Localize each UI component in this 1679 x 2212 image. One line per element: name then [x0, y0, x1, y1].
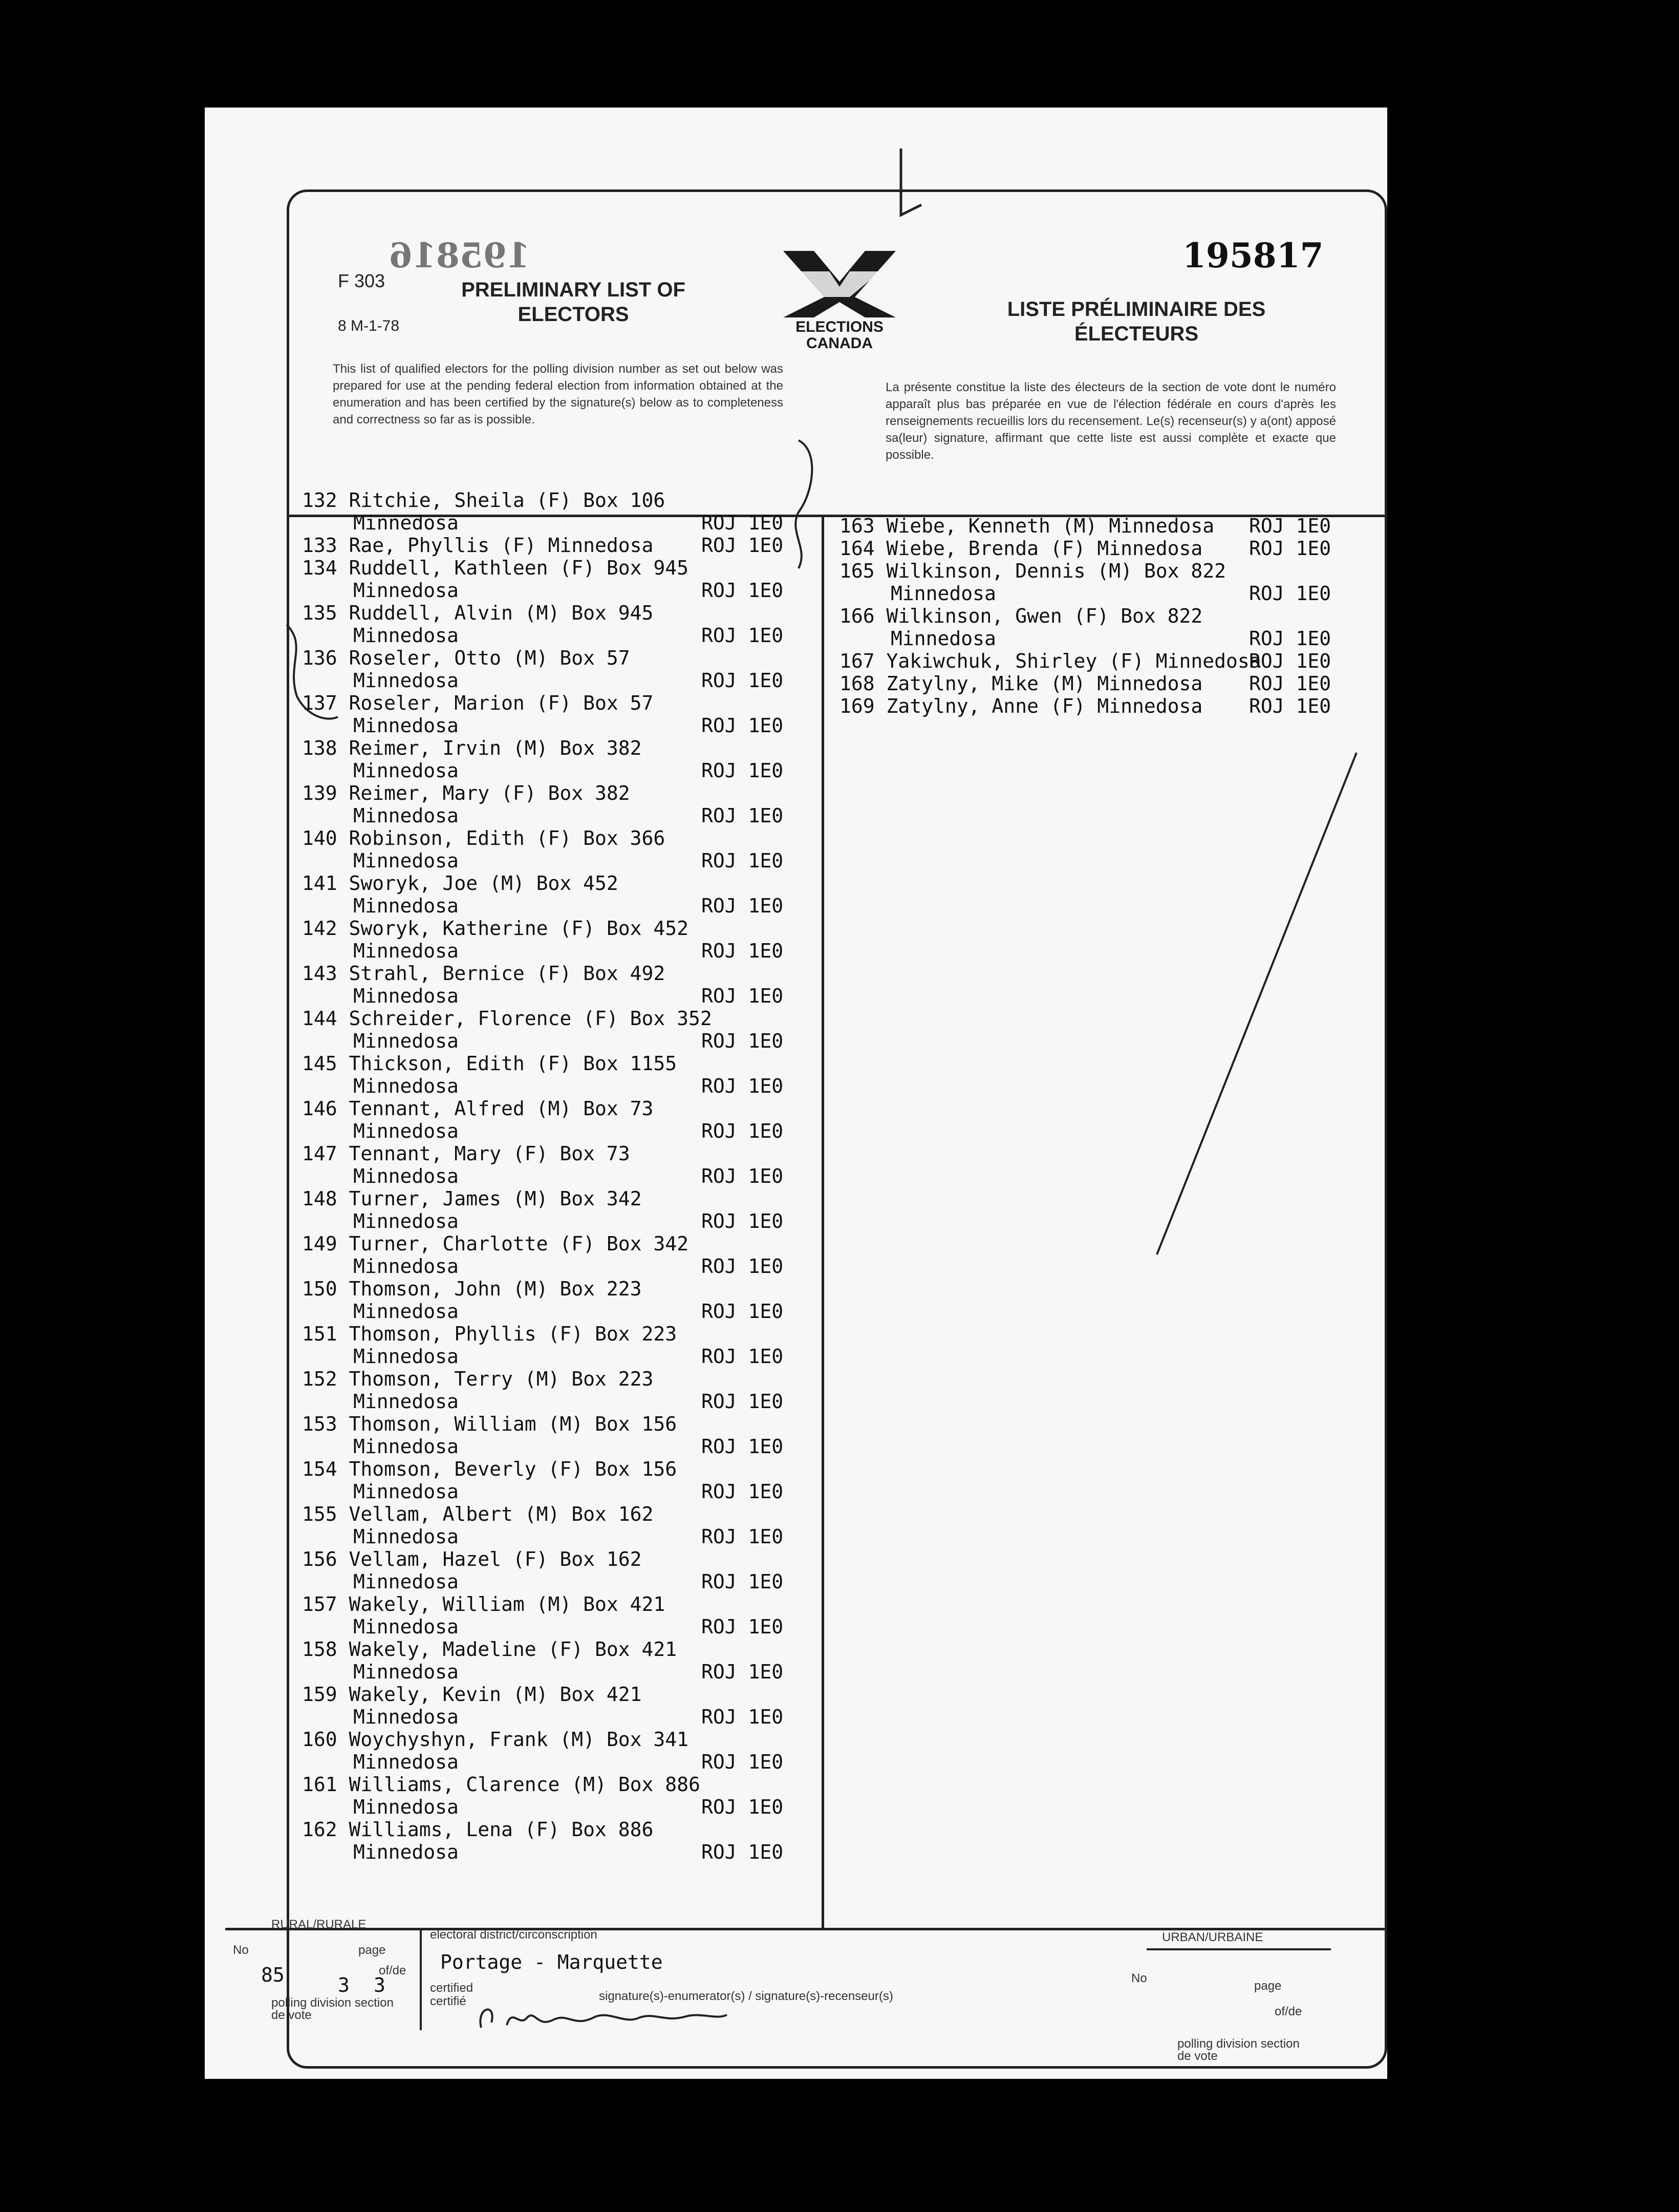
elector-name [302, 1097, 653, 1120]
elector-town: Minnedosa [353, 714, 459, 737]
elector-postal-code: ROJ 1E0 [701, 1796, 784, 1818]
elector-name [302, 1638, 677, 1661]
elector-number: 143 [302, 962, 337, 985]
elector-number: 157 [302, 1593, 337, 1615]
elector-name [302, 872, 618, 895]
elector-number: 167 [839, 650, 875, 672]
elector-postal-code: ROJ 1E0 [701, 534, 784, 557]
elector-entry [302, 1323, 814, 1368]
urban-label: URBAN/URBAINE [1162, 1930, 1263, 1944]
elector-number: 169 [839, 695, 875, 717]
elector-town: Minnedosa [353, 1615, 459, 1638]
elector-name [302, 1413, 677, 1435]
elector-town: Minnedosa [353, 1525, 459, 1548]
elector-name [302, 489, 665, 512]
intro-french: La présente constitue la liste des électeurs de la section de vote dont le numéro apparaît plus bas préparée en vue de l'élection fédérale en cours d'après les renseignements recueillis lors du recensement. Le(s) recenseur(s) y a(ont) apposé sa(leur) signature, affirmant que cette liste est aussi complète et exacte que possible. [886, 380, 1336, 462]
elector-entry [302, 1278, 814, 1323]
logo-text-canada: CANADA [806, 335, 873, 352]
elector-name [839, 605, 1202, 627]
elector-postal-code: ROJ 1E0 [701, 1165, 784, 1187]
elector-entry [839, 672, 1382, 695]
elector-name-text: Reimer, Mary (F) Box 382 [349, 782, 630, 804]
elector-postal-code: ROJ 1E0 [701, 1255, 784, 1278]
polling-division-label: polling division section de vote [271, 1996, 394, 2022]
elector-entry [302, 737, 814, 782]
elector-postal-code: ROJ 1E0 [1249, 515, 1331, 537]
elector-number: 158 [302, 1638, 337, 1661]
elector-name-text: Tennant, Mary (F) Box 73 [349, 1142, 630, 1165]
elector-name [302, 917, 688, 940]
elector-name-text: Wakely, William (M) Box 421 [349, 1593, 665, 1615]
electoral-district: Portage - Marquette [440, 1951, 663, 1973]
elector-name-text: Thomson, Phyllis (F) Box 223 [349, 1323, 677, 1345]
elector-postal-code: ROJ 1E0 [1249, 695, 1331, 717]
elector-entry [302, 1683, 814, 1728]
elector-name [302, 647, 630, 669]
elector-name [302, 1323, 677, 1345]
elector-name [302, 1548, 641, 1570]
elector-postal-code: ROJ 1E0 [701, 669, 784, 692]
logo-text-elections: ELECTIONS [795, 318, 884, 335]
elector-name [302, 737, 641, 759]
elector-name-text: Thickson, Edith (F) Box 1155 [349, 1052, 677, 1075]
page-label: page [358, 1943, 386, 1957]
rural-label: RURAL/RURALE [271, 1918, 367, 1931]
form-date: 8 M-1-78 [338, 317, 400, 334]
elector-entry [302, 557, 814, 602]
elector-town: Minnedosa [891, 582, 996, 605]
elector-postal-code: ROJ 1E0 [701, 714, 784, 737]
elector-entry [302, 1413, 814, 1458]
elector-postal-code: ROJ 1E0 [701, 940, 784, 962]
elector-town: Minnedosa [891, 627, 996, 650]
district-label: electoral district/circonscription [430, 1928, 597, 1942]
elector-town: Minnedosa [353, 1255, 459, 1278]
elector-number: 133 [302, 534, 337, 557]
elector-name [302, 1278, 641, 1300]
elector-number: 142 [302, 917, 337, 940]
elector-town: Minnedosa [353, 1120, 459, 1142]
elector-name-text: Thomson, Terry (M) Box 223 [349, 1368, 654, 1390]
elector-name [302, 1683, 641, 1706]
elector-postal-code: ROJ 1E0 [701, 759, 784, 782]
elector-town: Minnedosa [353, 1030, 459, 1052]
elector-entry [302, 1638, 814, 1683]
elector-town: Minnedosa [353, 1435, 459, 1458]
elector-postal-code: ROJ 1E0 [701, 579, 784, 602]
elector-name [302, 557, 688, 579]
elector-postal-code: ROJ 1E0 [701, 624, 784, 647]
elector-number: 149 [302, 1232, 337, 1255]
elector-entry [302, 1818, 814, 1863]
elector-town: Minnedosa [353, 895, 459, 917]
elector-town: Minnedosa [353, 1300, 459, 1323]
elector-entry [302, 1458, 814, 1503]
elector-name-text: Ruddell, Alvin (M) Box 945 [349, 602, 654, 624]
elector-number: 132 [302, 489, 337, 512]
elector-postal-code: ROJ 1E0 [701, 1435, 784, 1458]
elector-postal-code: ROJ 1E0 [701, 849, 784, 872]
elector-name-text: Ritchie, Sheila (F) Box 106 [349, 489, 665, 512]
elector-number: 164 [839, 537, 875, 560]
elector-name [302, 602, 653, 624]
elector-list-left [302, 489, 814, 1863]
elector-number: 168 [839, 672, 875, 695]
title-french: LISTE PRÉLIMINAIRE DES ÉLECTEURS [1007, 298, 1266, 345]
elector-name-text: Robinson, Edith (F) Box 366 [349, 827, 665, 849]
elector-name-text: Wilkinson, Gwen (F) Box 822 [886, 605, 1203, 627]
elector-name-text: Yakiwchuk, Shirley (F) Minnedosa [886, 650, 1261, 672]
elector-name-text: Thomson, Beverly (F) Box 156 [349, 1458, 677, 1480]
elector-town: Minnedosa [353, 1075, 459, 1097]
elector-number: 161 [302, 1773, 337, 1796]
elector-name [302, 1052, 677, 1075]
elector-number: 165 [839, 560, 875, 582]
elector-name [302, 827, 665, 849]
elector-number: 150 [302, 1278, 337, 1300]
page-of: 3 [374, 1974, 385, 1996]
elector-number: 134 [302, 557, 337, 579]
elector-town: Minnedosa [353, 804, 459, 827]
elector-entry [302, 692, 814, 737]
elector-name-text: Schreider, Florence (F) Box 352 [349, 1007, 712, 1030]
elector-postal-code: ROJ 1E0 [701, 1480, 784, 1503]
certified-label: certified certifié [430, 1981, 473, 2008]
elector-entry [302, 1052, 814, 1097]
urban-page-label: page [1254, 1979, 1282, 1993]
elector-name-text: Wakely, Madeline (F) Box 421 [349, 1638, 677, 1661]
elector-name [302, 1503, 653, 1525]
serial-number-ghost: 195816 [389, 236, 530, 275]
elector-name-text: Rae, Phyllis (F) Minnedosa [349, 534, 654, 557]
elector-town: Minnedosa [353, 1480, 459, 1503]
footer-vertical-divider [420, 1928, 422, 2030]
elector-name [302, 1007, 712, 1030]
elector-name [839, 560, 1226, 582]
elector-postal-code: ROJ 1E0 [701, 512, 784, 534]
elector-postal-code: ROJ 1E0 [701, 1706, 784, 1728]
elector-postal-code: ROJ 1E0 [701, 985, 784, 1007]
elector-name-text: Reimer, Irvin (M) Box 382 [349, 737, 642, 759]
urban-no-label: No [1131, 1971, 1147, 1985]
elector-name-text: Vellam, Albert (M) Box 162 [349, 1503, 654, 1525]
elector-name [302, 1187, 641, 1210]
elector-name [302, 962, 665, 985]
elector-entry [302, 1142, 814, 1187]
elector-entry [839, 650, 1382, 672]
elector-name-text: Thomson, John (M) Box 223 [349, 1278, 642, 1300]
elector-name-text: Roseler, Marion (F) Box 57 [349, 692, 654, 714]
elector-town: Minnedosa [353, 1661, 459, 1683]
elector-postal-code: ROJ 1E0 [701, 1345, 784, 1368]
elector-entry [302, 602, 814, 647]
elector-name-text: Zatylny, Mike (M) Minnedosa [886, 672, 1203, 695]
elector-name-text: Wilkinson, Dennis (M) Box 822 [886, 560, 1226, 582]
column-divider [822, 515, 824, 1928]
elector-number: 146 [302, 1097, 337, 1120]
elector-postal-code: ROJ 1E0 [1249, 650, 1331, 672]
elector-name-text: Strahl, Bernice (F) Box 492 [349, 962, 665, 985]
elector-name [839, 650, 1261, 672]
of-label: of/de [379, 1964, 406, 1977]
elector-entry [302, 782, 814, 827]
elector-postal-code: ROJ 1E0 [701, 1751, 784, 1773]
title-english: PRELIMINARY LIST OF ELECTORS [461, 279, 685, 326]
elector-name-text: Roseler, Otto (M) Box 57 [349, 647, 630, 669]
elector-postal-code: ROJ 1E0 [701, 1841, 784, 1863]
elector-number: 136 [302, 647, 337, 669]
elector-entry [302, 1187, 814, 1232]
elector-town: Minnedosa [353, 1796, 459, 1818]
elector-name-text: Williams, Lena (F) Box 886 [349, 1818, 654, 1841]
elector-number: 153 [302, 1413, 337, 1435]
elector-number: 147 [302, 1142, 337, 1165]
elector-postal-code: ROJ 1E0 [1249, 537, 1331, 560]
elector-postal-code: ROJ 1E0 [701, 1030, 784, 1052]
elector-town: Minnedosa [353, 512, 459, 534]
elector-postal-code: ROJ 1E0 [701, 1075, 784, 1097]
elector-name [302, 1368, 653, 1390]
elector-postal-code: ROJ 1E0 [701, 895, 784, 917]
elections-canada-logo-icon [768, 241, 911, 353]
no-label: No [233, 1943, 249, 1957]
poll-number: 85 [261, 1964, 285, 1986]
elector-name-text: Sworyk, Joe (M) Box 452 [349, 872, 618, 895]
elector-town: Minnedosa [353, 1706, 459, 1728]
elector-number: 155 [302, 1503, 337, 1525]
elector-number: 163 [839, 515, 875, 537]
elector-town: Minnedosa [353, 1841, 459, 1863]
elector-entry [302, 1773, 814, 1818]
intro-english: This list of qualified electors for the polling division number as set out below was prepared for use at the pending federal election from information obtained at the enumeration and has been certified by the signature(s) below as to completeness and correctness so far as is possible. [333, 362, 783, 427]
elector-list-right [839, 515, 1382, 717]
elector-town: Minnedosa [353, 1390, 459, 1413]
elector-name [302, 534, 653, 557]
elector-postal-code: ROJ 1E0 [701, 1661, 784, 1683]
elector-number: 140 [302, 827, 337, 849]
elector-postal-code: ROJ 1E0 [1249, 582, 1331, 605]
serial-number: 195817 [1182, 236, 1324, 275]
elector-entry [302, 1007, 814, 1052]
elector-name [302, 1773, 700, 1796]
elector-name [839, 695, 1202, 717]
elector-name-text: Woychyshyn, Frank (M) Box 341 [349, 1728, 688, 1751]
elector-number: 135 [302, 602, 337, 624]
elector-name [302, 692, 653, 714]
elector-entry [302, 1593, 814, 1638]
elector-number: 144 [302, 1007, 337, 1030]
elector-name [302, 1593, 665, 1615]
elector-town: Minnedosa [353, 985, 459, 1007]
elector-entry [839, 537, 1382, 560]
elector-entry [302, 872, 814, 917]
elector-name [839, 515, 1214, 537]
elector-town: Minnedosa [353, 849, 459, 872]
signature-label: signature(s)-enumerator(s) / signature(s)-recenseur(s) [599, 1989, 893, 2003]
elector-name-text: Wakely, Kevin (M) Box 421 [349, 1683, 642, 1706]
elector-number: 139 [302, 782, 337, 804]
elector-postal-code: ROJ 1E0 [701, 1570, 784, 1593]
urban-polling-division-label: polling division section de vote [1177, 2037, 1300, 2063]
elector-name-text: Vellam, Hazel (F) Box 162 [349, 1548, 642, 1570]
elector-town: Minnedosa [353, 669, 459, 692]
elector-name-text: Ruddell, Kathleen (F) Box 945 [349, 557, 688, 579]
elector-name [839, 672, 1202, 695]
elector-town: Minnedosa [353, 1570, 459, 1593]
elector-name-text: Wiebe, Brenda (F) Minnedosa [886, 537, 1203, 560]
elector-entry [302, 1368, 814, 1413]
elector-number: 160 [302, 1728, 337, 1751]
elector-entry [302, 1232, 814, 1278]
page-number: 3 [338, 1974, 350, 1996]
elector-entry [302, 962, 814, 1007]
form-number: F 303 [338, 270, 385, 291]
elector-name-text: Zatylny, Anne (F) Minnedosa [886, 695, 1203, 717]
elector-entry [839, 695, 1382, 717]
elector-name-text: Thomson, William (M) Box 156 [349, 1413, 677, 1435]
elector-name [302, 1142, 630, 1165]
elector-name-text: Sworyk, Katherine (F) Box 452 [349, 917, 688, 940]
elector-entry [839, 560, 1382, 605]
elector-number: 166 [839, 605, 875, 627]
elector-entry [302, 827, 814, 872]
elector-name [302, 1458, 677, 1480]
elector-name [302, 782, 630, 804]
elector-entry [839, 605, 1382, 650]
urban-divider [1147, 1948, 1331, 1950]
elector-name [302, 1232, 688, 1255]
elector-number: 151 [302, 1323, 337, 1345]
elector-entry [302, 1503, 814, 1548]
elector-postal-code: ROJ 1E0 [701, 1390, 784, 1413]
elector-name-text: Wiebe, Kenneth (M) Minnedosa [886, 515, 1215, 537]
elector-postal-code: ROJ 1E0 [1249, 627, 1331, 650]
elector-name-text: Williams, Clarence (M) Box 886 [349, 1773, 700, 1796]
elector-town: Minnedosa [353, 1345, 459, 1368]
elector-entry [302, 917, 814, 962]
elector-postal-code: ROJ 1E0 [701, 804, 784, 827]
elector-town: Minnedosa [353, 579, 459, 602]
elector-entry [302, 534, 814, 557]
elector-postal-code: ROJ 1E0 [701, 1120, 784, 1142]
elector-number: 152 [302, 1368, 337, 1390]
elector-postal-code: ROJ 1E0 [701, 1615, 784, 1638]
elector-entry [839, 515, 1382, 537]
elector-entry [302, 647, 814, 692]
elector-number: 156 [302, 1548, 337, 1570]
elector-name [302, 1818, 653, 1841]
elector-town: Minnedosa [353, 940, 459, 962]
enumerator-signature-icon [471, 1997, 737, 2038]
elector-town: Minnedosa [353, 1210, 459, 1232]
elector-number: 137 [302, 692, 337, 714]
elector-number: 138 [302, 737, 337, 759]
elector-number: 162 [302, 1818, 337, 1841]
elector-name-text: Turner, Charlotte (F) Box 342 [349, 1232, 688, 1255]
elector-town: Minnedosa [353, 624, 459, 647]
elector-name-text: Turner, James (M) Box 342 [349, 1187, 642, 1210]
elector-number: 154 [302, 1458, 337, 1480]
elector-entry [302, 1548, 814, 1593]
elector-name-text: Tennant, Alfred (M) Box 73 [349, 1097, 654, 1120]
urban-of-label: of/de [1275, 2005, 1302, 2018]
elector-entry [302, 1728, 814, 1773]
elector-entry [302, 489, 814, 534]
elector-number: 141 [302, 872, 337, 895]
elector-postal-code: ROJ 1E0 [701, 1300, 784, 1323]
elector-number: 148 [302, 1187, 337, 1210]
elector-town: Minnedosa [353, 759, 459, 782]
elector-postal-code: ROJ 1E0 [1249, 672, 1331, 695]
elector-number: 145 [302, 1052, 337, 1075]
elector-postal-code: ROJ 1E0 [701, 1210, 784, 1232]
elector-number: 159 [302, 1683, 337, 1706]
elector-name [302, 1728, 688, 1751]
elector-postal-code: ROJ 1E0 [701, 1525, 784, 1548]
elector-name [839, 537, 1202, 560]
elector-town: Minnedosa [353, 1165, 459, 1187]
elector-town: Minnedosa [353, 1751, 459, 1773]
elector-entry [302, 1097, 814, 1142]
